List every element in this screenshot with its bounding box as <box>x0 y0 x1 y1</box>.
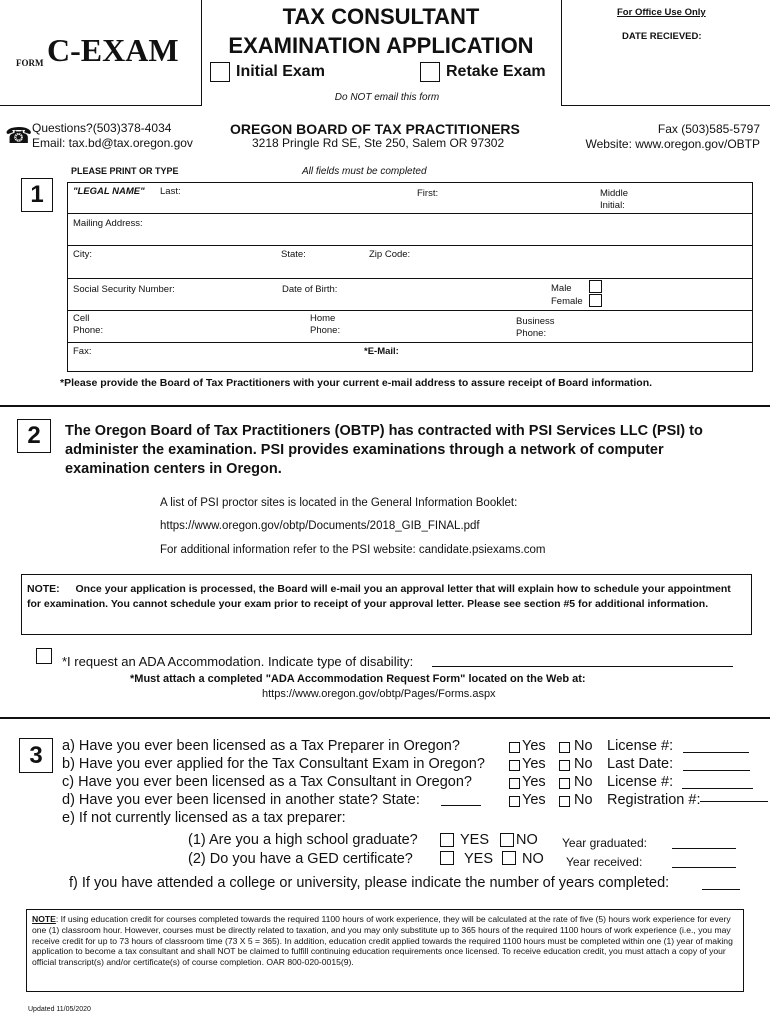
ada-attach-note: *Must attach a completed "ADA Accommodation Request Form" located on the Web at: <box>130 673 586 685</box>
city-label: City: <box>73 249 92 260</box>
cell-label: Cell <box>73 313 90 324</box>
section-3-number: 3 <box>19 738 53 773</box>
fax-label: Fax: <box>73 346 92 357</box>
q-a-no-label: No <box>574 738 593 754</box>
telephone-icon: ☎ <box>5 123 33 148</box>
ssn-label: Social Security Number: <box>73 284 175 295</box>
question-d: d) Have you ever been licensed in another state? State: <box>62 792 420 808</box>
question-f: f) If you have attended a college or university, please indicate the number of years completed: <box>69 875 670 891</box>
q-a-no-checkbox[interactable] <box>559 742 570 753</box>
last-name-label: Last: <box>160 186 181 197</box>
license-a-label: License #: <box>607 738 674 754</box>
form-title-line1: TAX CONSULTANT <box>282 4 480 29</box>
q-d-no-label: No <box>574 792 593 808</box>
ged-no-checkbox[interactable] <box>502 851 516 865</box>
board-address: 3218 Pringle Rd SE, Ste 250, Salem OR 97302 <box>252 136 505 150</box>
office-use-label: For Office Use Only <box>617 7 706 18</box>
business-phone-label: Phone: <box>516 328 547 339</box>
male-label: Male <box>551 283 572 294</box>
personal-info-table <box>67 182 753 372</box>
legal-name-label: "LEGAL NAME" <box>73 186 145 197</box>
ada-checkbox[interactable] <box>36 648 52 664</box>
initial-label: Initial: <box>600 200 625 211</box>
ada-request-label: *I request an ADA Accommodation. Indicate type of disability: <box>62 654 414 669</box>
hs-yes-label: YES <box>460 832 490 848</box>
approval-note-text: Once your application is processed, the Board will e-mail you an approval letter that will explain how to schedule your appointment for examination. You cannot schedule your exam prior to receipt of your approval letter. Please see section #5 for additional information. <box>27 583 731 610</box>
q-c-yes-checkbox[interactable] <box>509 778 520 789</box>
ged-no-label: NO <box>522 851 544 867</box>
section-2-number: 2 <box>17 419 51 453</box>
form-title-line2: EXAMINATION APPLICATION <box>228 33 534 58</box>
cell-phone-label: Phone: <box>73 325 104 336</box>
license-c-label: License #: <box>607 774 674 790</box>
question-a: a) Have you ever been licensed as a Tax Preparer in Oregon? <box>62 738 460 754</box>
last-date-label: Last Date: <box>607 756 674 772</box>
retake-exam-label: Retake Exam <box>446 63 546 80</box>
ada-form-url[interactable]: https://www.oregon.gov/obtp/Pages/Forms.aspx <box>262 688 496 700</box>
home-label: Home <box>310 313 336 324</box>
female-checkbox[interactable] <box>589 294 602 307</box>
female-label: Female <box>551 296 583 307</box>
contact-email[interactable]: Email: tax.bd@tax.oregon.gov <box>32 136 193 150</box>
registration-label: Registration #: <box>607 792 701 808</box>
q-d-no-checkbox[interactable] <box>559 796 570 807</box>
license-c-line[interactable] <box>682 788 753 789</box>
college-years-line[interactable] <box>702 889 740 890</box>
question-b: b) Have you ever applied for the Tax Consultant Exam in Oregon? <box>62 756 485 772</box>
q-d-yes-label: Yes <box>522 792 546 808</box>
registration-line[interactable] <box>700 801 768 802</box>
date-received-label: DATE RECIEVED: <box>622 31 702 42</box>
question-c: c) Have you ever been licensed as a Tax Consultant in Oregon? <box>62 774 473 790</box>
disability-type-line[interactable] <box>432 666 733 667</box>
hs-no-checkbox[interactable] <box>500 833 514 847</box>
form-code: C-EXAM <box>47 32 179 68</box>
education-note-label: NOTE <box>32 914 56 924</box>
booklet-url[interactable]: https://www.oregon.gov/obtp/Documents/2018_GIB_FINAL.pdf <box>160 520 480 532</box>
psi-list-note: A list of PSI proctor sites is located in the General Information Booklet: <box>160 497 518 509</box>
education-note-text: : If using education credit for courses completed towards the required 1100 hours of work experience, they will be calculated at the rate of five (5) hours work experience for every one (1) classroom hour. However, courses must be directly related to taxation, and you may only substitute up to 365 hours of the required 1100 hours of work experience (i.e., you may receive credit for up to 73 hours of classroom time (73 X 5 = 365). In addition, education credit applied towards the required 1100 hours must be completed within one (1) year of making application to become a tax consultant and shall NOT be claimed to fulfill continuing education requirements once licensed. To receive education credit, you must attach a copy of your official transcript(s) and/or certificate(s) of course completion. OAR 800-020-0015(9). <box>32 914 733 968</box>
psi-intro-text: The Oregon Board of Tax Practitioners (OBTP) has contracted with PSI Services LLC (PSI) to administer the examination. PSI provides examinations through a network of computer examination centers in Oregon. <box>65 423 703 477</box>
email-notice: *Please provide the Board of Tax Practitioners with your current e-mail address to assure receipt of Board information. <box>60 377 653 389</box>
last-date-line[interactable] <box>683 770 750 771</box>
question-e: e) If not currently licensed as a tax preparer: <box>62 810 346 826</box>
year-received-line[interactable] <box>672 867 736 868</box>
initial-exam-label: Initial Exam <box>236 63 325 80</box>
ged-yes-checkbox[interactable] <box>440 851 454 865</box>
updated-date: Updated 11/05/2020 <box>28 1006 91 1013</box>
q-c-no-checkbox[interactable] <box>559 778 570 789</box>
q-c-yes-label: Yes <box>522 774 546 790</box>
male-checkbox[interactable] <box>589 280 602 293</box>
license-a-line[interactable] <box>683 752 749 753</box>
q-b-yes-checkbox[interactable] <box>509 760 520 771</box>
q-b-yes-label: Yes <box>522 756 546 772</box>
ged-question: (2) Do you have a GED certificate? <box>188 851 413 867</box>
board-website[interactable]: Website: www.oregon.gov/OBTP <box>585 137 760 151</box>
mailing-address-label: Mailing Address: <box>73 218 143 229</box>
zip-label: Zip Code: <box>369 249 411 260</box>
q-d-yes-checkbox[interactable] <box>509 796 520 807</box>
state-label: State: <box>281 249 306 260</box>
retake-exam-checkbox[interactable] <box>420 62 440 82</box>
ged-yes-label: YES <box>464 851 494 867</box>
hs-no-label: NO <box>516 832 538 848</box>
year-received-label: Year received: <box>566 855 643 869</box>
approval-note-label: NOTE: <box>27 583 60 595</box>
no-email-notice: Do NOT email this form <box>334 92 440 103</box>
q-c-no-label: No <box>574 774 593 790</box>
q-b-no-label: No <box>574 756 593 772</box>
psi-website-note: For additional information refer to the PSI website: candidate.psiexams.com <box>160 544 546 556</box>
email-label: *E-Mail: <box>364 346 399 357</box>
home-phone-label: Phone: <box>310 325 341 336</box>
business-label: Business <box>516 316 555 327</box>
q-b-no-checkbox[interactable] <box>559 760 570 771</box>
year-graduated-line[interactable] <box>672 848 736 849</box>
middle-label: Middle <box>600 188 628 199</box>
dob-label: Date of Birth: <box>282 284 338 295</box>
q-a-yes-checkbox[interactable] <box>509 742 520 753</box>
all-fields-note: All fields must be completed <box>302 166 427 177</box>
hs-yes-checkbox[interactable] <box>440 833 454 847</box>
print-type-note: PLEASE PRINT OR TYPE <box>71 166 179 176</box>
approval-note-box <box>21 574 752 635</box>
questions-phone: Questions?(503)378-4034 <box>32 121 172 135</box>
section-1-number: 1 <box>21 178 53 212</box>
other-state-line[interactable] <box>441 805 481 806</box>
form-prefix: FORM <box>16 58 44 68</box>
board-fax: Fax (503)585-5797 <box>657 122 760 136</box>
high-school-question: (1) Are you a high school graduate? <box>188 832 418 848</box>
initial-exam-checkbox[interactable] <box>210 62 230 82</box>
board-name: OREGON BOARD OF TAX PRACTITIONERS <box>230 121 520 137</box>
year-graduated-label: Year graduated: <box>562 836 647 850</box>
q-a-yes-label: Yes <box>522 738 546 754</box>
education-note-box <box>26 909 744 992</box>
first-name-label: First: <box>417 188 439 199</box>
